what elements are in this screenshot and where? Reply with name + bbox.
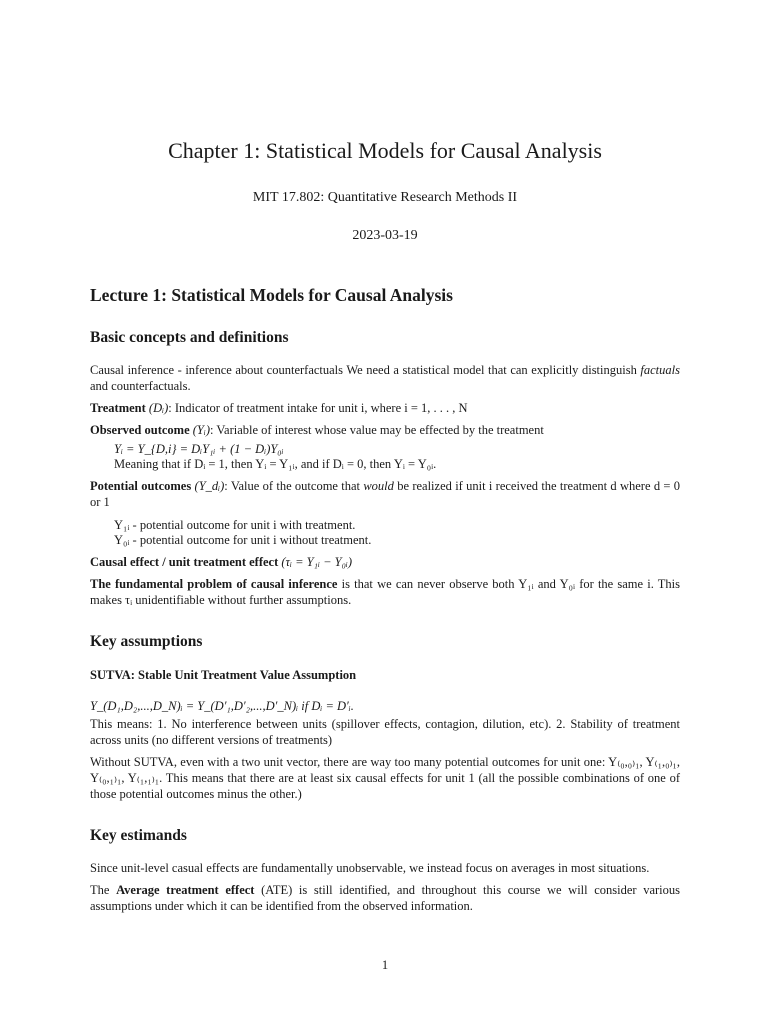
sutva-without: Without SUTVA, even with a two unit vector, there are way too many potential outcomes for unit one: Y₍₀,₀₎₁, Y₍₁,₀₎₁, Y₍₀,₁₎₁, Y₍₁,₁₎₁. This means that there are at least six causal effects for unit 1 (all the possible combinations of one of those potential outcomes minus the other.)	[90, 755, 680, 801]
ate-pre: The	[90, 883, 117, 897]
sutva-heading: SUTVA: Stable Unit Treatment Value Assumption	[90, 668, 357, 682]
estimands-paragraph: Since unit-level casual effects are fundamentally unobservable, we instead focus on averages in most situations.	[90, 861, 650, 875]
observed-label: Observed outcome	[90, 423, 190, 437]
observed-equation: Yᵢ = Y_{D,i} = DᵢY₁ᵢ + (1 − Dᵢ)Y₀ᵢ	[114, 442, 284, 456]
causal-symbol: (τᵢ = Y₁ᵢ − Y₀ᵢ)	[281, 555, 353, 569]
treatment-definition	[90, 400, 680, 416]
potential-label: Potential outcomes	[90, 479, 192, 493]
document-title: Chapter 1: Statistical Models for Causal Analysis	[168, 138, 602, 163]
intro-factuals: factuals	[640, 363, 680, 377]
ate-text: (ATE) is still identified, and throughout this course we will consider various assumptions under which it can be identified from the observed information.	[90, 883, 680, 913]
sutva-meaning: This means: 1. No interference between units (spillover effects, contagion, dilution, etc). 2. Stability of treatment across units (no different versions of treatments)	[90, 717, 680, 747]
potential-definition	[90, 478, 680, 510]
document-subtitle: MIT 17.802: Quantitative Research Methods II	[252, 190, 518, 205]
page-number: 1	[381, 958, 389, 972]
potential-y1: Y₁ᵢ - potential outcome for unit i with treatment.	[114, 518, 356, 532]
fundamental-text: is that we can never observe both Y₁ᵢ and Y₀ᵢ for the same i. This makes τᵢ unidentifiable without further assumptions.	[90, 577, 681, 607]
potential-symbol: (Y_dᵢ)	[194, 479, 225, 493]
fundamental-problem	[90, 576, 680, 608]
document-page	[90, 0, 680, 1024]
intro-text-1: Causal inference - inference about counterfactuals We need a statistical model that can explicitly distinguish	[90, 363, 641, 377]
treatment-text: : Indicator of treatment intake for unit i, where i = 1, . . . , N	[168, 401, 468, 415]
potential-text-1: : Value of the outcome that	[224, 479, 364, 493]
treatment-label: Treatment	[90, 401, 146, 415]
intro-paragraph	[90, 362, 680, 394]
lecture-heading: Lecture 1: Statistical Models for Causal Analysis	[90, 285, 453, 305]
observed-symbol: (Yᵢ)	[192, 423, 211, 437]
ate-label: Average treatment effect	[116, 883, 255, 897]
treatment-symbol: (Dᵢ)	[148, 401, 169, 415]
fundamental-label: The fundamental problem of causal inference	[90, 577, 338, 591]
section-estimands-heading: Key estimands	[90, 827, 187, 844]
section-basic-heading: Basic concepts and definitions	[90, 329, 289, 346]
ate-paragraph	[90, 882, 680, 914]
document-body	[90, 284, 680, 920]
observed-definition	[90, 422, 680, 438]
observed-text: : Variable of interest whose value may be effected by the treatment	[210, 423, 544, 437]
intro-text-2: and counterfactuals.	[90, 379, 191, 393]
document-date: 2023-03-19	[352, 228, 418, 243]
potential-would: would	[363, 479, 394, 493]
section-assumptions-heading: Key assumptions	[90, 633, 203, 650]
causal-effect-definition	[90, 554, 680, 570]
observed-equations	[114, 442, 680, 472]
potential-y0: Y₀ᵢ - potential outcome for unit i without treatment.	[114, 533, 372, 547]
potential-text-2: be realized if unit i received the treatment d where d = 0 or 1	[90, 479, 680, 509]
potential-outcomes-list	[114, 518, 680, 548]
sutva-equation: Y_(D₁,D₂,...,D_N)ᵢ = Y_(D′₁,D′₂,...,D′_N)ᵢ if Dᵢ = D′ᵢ.	[90, 699, 354, 713]
causal-label: Causal effect / unit treatment effect	[90, 555, 279, 569]
observed-meaning: Meaning that if Dᵢ = 1, then Yᵢ = Y₁ᵢ, and if Dᵢ = 0, then Yᵢ = Y₀ᵢ.	[114, 457, 437, 471]
